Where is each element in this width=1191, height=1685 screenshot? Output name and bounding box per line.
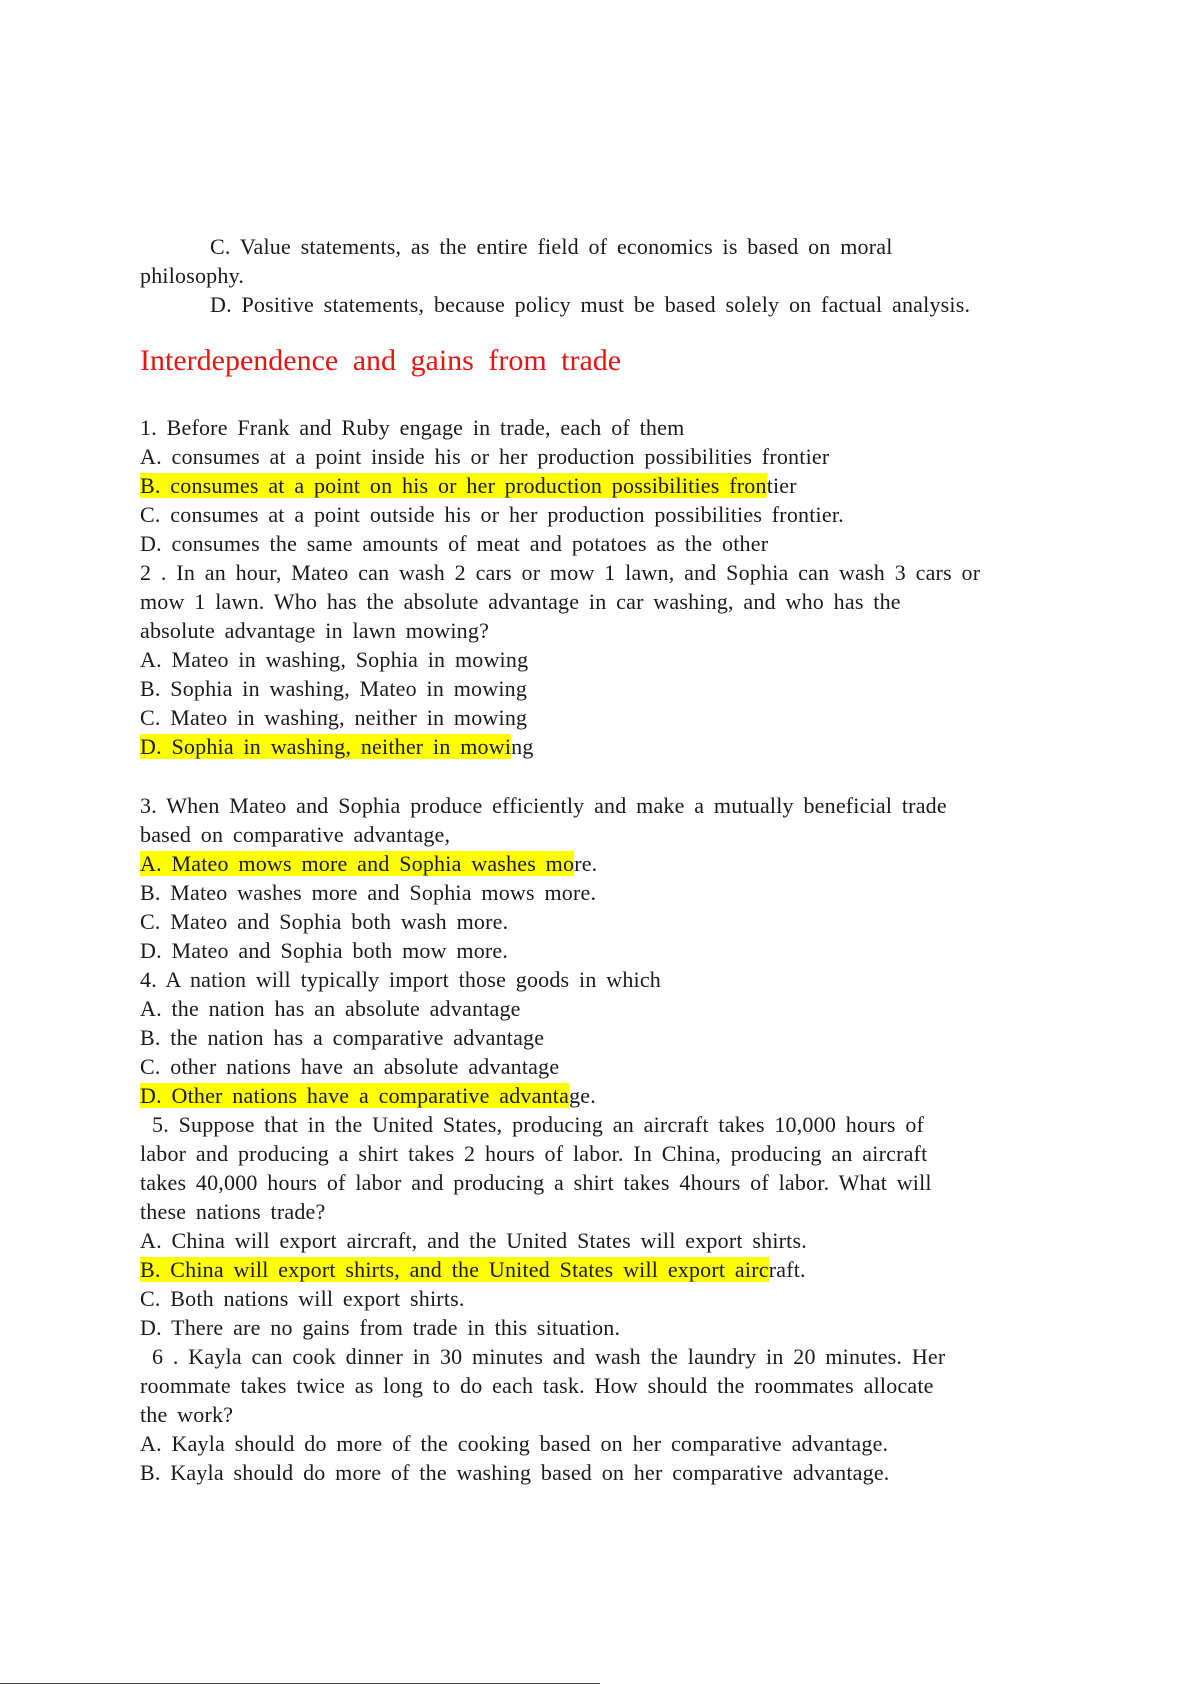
- footer-divider: [0, 1683, 600, 1684]
- q3-option-b: B. Mateo washes more and Sophia mows more.: [140, 880, 597, 905]
- q4-option-b: B. the nation has a comparative advantage: [140, 1025, 545, 1050]
- q2-option-c: C. Mateo in washing, neither in mowing: [140, 705, 528, 730]
- q5-option-c: C. Both nations will export shirts.: [140, 1286, 465, 1311]
- q4-stem: 4. A nation will typically import those goods in which: [140, 967, 661, 992]
- q1-option-a: A. consumes at a point inside his or her production possibilities frontier: [140, 444, 830, 469]
- q3-option-a: A. Mateo mows more and Sophia washes more.: [140, 851, 598, 876]
- q1-option-d: D. consumes the same amounts of meat and potatoes as the other: [140, 531, 769, 556]
- q4-option-d: D. Other nations have a comparative advantage.: [140, 1083, 596, 1108]
- q6-stem-line2: roommate takes twice as long to do each task. How should the roommates allocate: [140, 1373, 934, 1398]
- q1-option-b: B. consumes at a point on his or her production possibilities frontier: [140, 473, 797, 498]
- q5-stem-line1: 5. Suppose that in the United States, producing an aircraft takes 10,000 hours of: [152, 1112, 925, 1137]
- q3-stem-line2: based on comparative advantage,: [140, 822, 451, 847]
- q4-option-a: A. the nation has an absolute advantage: [140, 996, 521, 1021]
- q5-option-a: A. China will export aircraft, and the United States will export shirts.: [140, 1228, 807, 1253]
- q3-answer-highlight: A. Mateo mows more and Sophia washes mo: [140, 851, 575, 876]
- q5-option-d: D. There are no gains from trade in this situation.: [140, 1315, 621, 1340]
- q5-option-b: B. China will export shirts, and the United States will export aircraft.: [140, 1257, 806, 1282]
- q5-stem-line3: takes 40,000 hours of labor and producing a shirt takes 4hours of labor. What will: [140, 1170, 932, 1195]
- q1-answer-highlight: B. consumes at a point on his or her production possibilities fron: [140, 473, 767, 498]
- q2-answer-highlight: D. Sophia in washing, neither in mowi: [140, 734, 512, 759]
- q6-option-b: B. Kayla should do more of the washing based on her comparative advantage.: [140, 1460, 890, 1485]
- q4-option-c: C. other nations have an absolute advantage: [140, 1054, 560, 1079]
- q2-stem-line1: 2 . In an hour, Mateo can wash 2 cars or mow 1 lawn, and Sophia can wash 3 cars or: [140, 560, 981, 585]
- q2-stem-line2: mow 1 lawn. Who has the absolute advantage in car washing, and who has the: [140, 589, 901, 614]
- q2-option-b: B. Sophia in washing, Mateo in mowing: [140, 676, 528, 701]
- q5-stem-line4: these nations trade?: [140, 1199, 326, 1224]
- q6-stem-line3: the work?: [140, 1402, 234, 1427]
- q6-option-a: A. Kayla should do more of the cooking based on her comparative advantage.: [140, 1431, 889, 1456]
- prev-option-c-line1: C. Value statements, as the entire field of economics is based on moral: [210, 234, 893, 259]
- q3-stem-line1: 3. When Mateo and Sophia produce efficiently and make a mutually beneficial trade: [140, 793, 947, 818]
- prev-option-c-line2: philosophy.: [140, 263, 245, 288]
- q4-answer-highlight: D. Other nations have a comparative advanta: [140, 1083, 570, 1108]
- q1-stem: 1. Before Frank and Ruby engage in trade, each of them: [140, 415, 685, 440]
- q5-stem-line2: labor and producing a shirt takes 2 hours of labor. In China, producing an aircraft: [140, 1141, 928, 1166]
- prev-option-d: D. Positive statements, because policy must be based solely on factual analysis.: [210, 292, 971, 317]
- q2-option-a: A. Mateo in washing, Sophia in mowing: [140, 647, 529, 672]
- q5-answer-highlight: B. China will export shirts, and the United States will export airc: [140, 1257, 769, 1282]
- q3-option-d: D. Mateo and Sophia both mow more.: [140, 938, 509, 963]
- q2-option-d: D. Sophia in washing, neither in mowing: [140, 734, 534, 759]
- q3-option-c: C. Mateo and Sophia both wash more.: [140, 909, 509, 934]
- q6-stem-line1: 6 . Kayla can cook dinner in 30 minutes and wash the laundry in 20 minutes. Her: [152, 1344, 946, 1369]
- section-heading: Interdependence and gains from trade: [140, 344, 622, 377]
- q1-option-c: C. consumes at a point outside his or her production possibilities frontier.: [140, 502, 844, 527]
- q2-stem-line3: absolute advantage in lawn mowing?: [140, 618, 490, 643]
